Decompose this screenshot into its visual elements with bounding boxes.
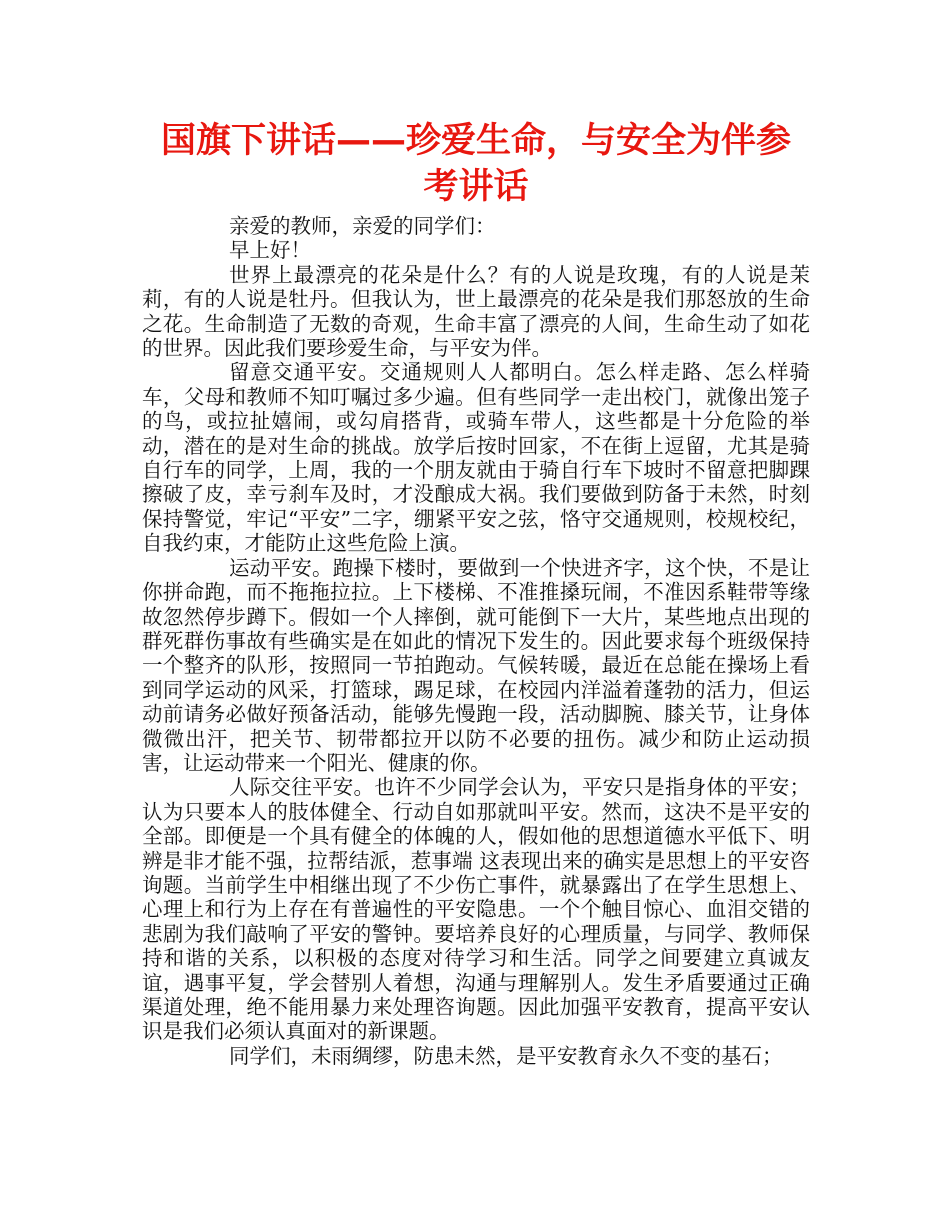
paragraph-interpersonal-safety: 人际交往平安。也许不少同学会认为，平安只是指身体的平安；认为只要本人的肢体健全、行动自如那就叫平安。然而，这决不是平安的全部。即便是一个具有健全的体魄的人，假如他的思想道德水平低下、明辨是非才能不强，拉帮结派，惹事端 这表现出来的确实是思想上的平安咨询题。当前学生中相继出现了不少伤亡事件，就暴露出了在学生思想上、心理上和行为上存在有普遍性的平安隐患。一个个触目惊心、血泪交错的悲剧为我们敲响了平安的警钟。要培养良好的心理质量，与同学、教师保持和谐的关系，以积极的态度对待学习和生活。同学之间要建立真诚友谊，遇事平复，学会替别人着想，沟通与理解别人。发生矛盾要通过正确渠道处理，绝不能用暴力来处理咨询题。因此加强平安教育，提高平安认识是我们必须认真面对的新课题。: [142, 775, 810, 1044]
paragraph-exercise-safety: 运动平安。跑操下楼时，要做到一个快进齐字，这个快，不是让你拼命跑，而不拖拖拉拉。上下楼梯、不准推搡玩闹，不准因系鞋带等缘故忽然停步蹲下。假如一个人摔倒，就可能倒下一大片，某些地点出现的群死群伤事故有些确实是在如此的情况下发生的。因此要求每个班级保持一个整齐的队形，按照同一节拍跑动。气候转暖，最近在总能在操场上看到同学运动的风采，打篮球，踢足球，在校园内洋溢着蓬勃的活力，但运动前请务必做好预备活动，能够先慢跑一段，活动脚腕、膝关节，让身体微微出汗，把关节、韧带都拉开以防不必要的扭伤。减少和防止运动损害，让运动带来一个阳光、健康的你。: [142, 555, 810, 775]
document-title: [142, 118, 810, 210]
paragraph-traffic-safety: 留意交通平安。交通规则人人都明白。怎么样走路、怎么样骑车，父母和教师不知叮嘱过多少遍。但有些同学一走出校门，就像出笼子的鸟，或拉扯嬉闹，或勾肩搭背，或骑车带人，这些都是十分危险的举动，潜在的是对生命的挑战。放学后按时回家，不在街上逗留，尤其是骑自行车的同学，上周，我的一个朋友就由于骑自行车下坡时不留意把脚踝擦破了皮，幸亏刹车及时，才没酿成大祸。我们要做到防备于未然，时刻保持警觉，牢记“平安”二字，绷紧平安之弦，恪守交通规则，校规校纪，自我约束，才能防止这些危险上演。: [142, 360, 810, 556]
title-line-2: 考讲话: [423, 167, 529, 207]
document-page: [142, 118, 810, 1068]
greeting: 早上好！: [229, 238, 311, 263]
salutation: 亲爱的教师，亲爱的同学们：: [229, 214, 496, 238]
document-body: [142, 214, 810, 1068]
paragraph-closing: 同学们，未雨绸缪，防患未然，是平安教育永久不变的基石；: [229, 1043, 783, 1068]
title-line-1: 国旗下讲话——珍爱生命，与安全为伴参: [160, 121, 791, 161]
paragraph-intro: 世界上最漂亮的花朵是什么？有的人说是玫瑰，有的人说是茉莉，有的人说是牡丹。但我认为，世上最漂亮的花朵是我们那怒放的生命之花。生命制造了无数的奇观，生命丰富了漂亮的人间，生命生动了如花的世界。因此我们要珍爱生命，与平安为伴。: [142, 262, 810, 361]
